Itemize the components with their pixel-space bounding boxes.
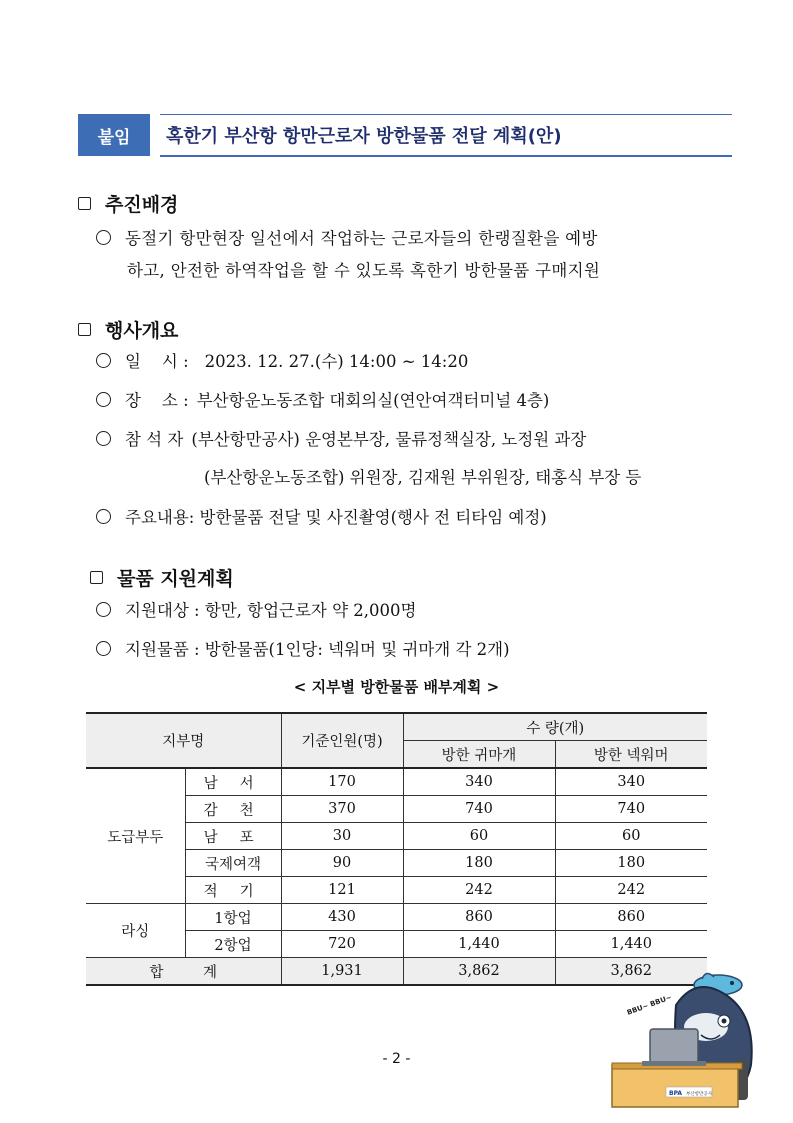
base-cell: 170 [281, 768, 403, 796]
circle-bullet-icon [96, 641, 111, 656]
earmuff-cell: 180 [403, 850, 555, 877]
earmuff-cell: 340 [403, 768, 555, 796]
page-number: - 2 - [382, 1051, 411, 1067]
mascot-illustration [606, 965, 766, 1115]
date-label: 일 시 : [125, 352, 189, 371]
neck-cell: 340 [555, 768, 707, 796]
laptop-caption-text: 부산항만공사 [686, 1092, 713, 1097]
total-earmuff: 3,862 [403, 958, 555, 986]
base-cell: 370 [281, 796, 403, 823]
document-title: 혹한기 부산항 항만근로자 방한물품 전달 계획(안) [160, 114, 732, 157]
neck-cell: 180 [555, 850, 707, 877]
square-bullet-icon [78, 323, 91, 336]
items-text: 지원물품 : 방한물품(1인당: 넥워머 및 귀마개 각 2개) [125, 640, 510, 659]
base-cell: 90 [281, 850, 403, 877]
circle-bullet-icon [96, 392, 111, 407]
square-bullet-icon [90, 571, 103, 584]
attachment-tag: 붙임 [78, 114, 150, 156]
earmuff-cell: 60 [403, 823, 555, 850]
circle-bullet-icon [96, 353, 111, 368]
plan-items [96, 636, 510, 660]
section-plan-heading [90, 564, 234, 591]
header-qty: 수 량(개) [403, 713, 707, 741]
section-title: 물품 지원계획 [117, 568, 234, 590]
group-name: 라싱 [86, 904, 185, 958]
overview-date [96, 348, 468, 372]
table-caption: < 지부별 방한물품 배부계획 > [293, 678, 500, 696]
overview-attendees-2 [204, 464, 641, 488]
total-label: 합 계 [86, 958, 281, 986]
sub-branch: 국제여객 [185, 850, 281, 877]
header-base: 기준인원(명) [281, 713, 403, 768]
background-text-1: 동절기 항만현장 일선에서 작업하는 근로자들의 한랭질환을 예방 [125, 229, 598, 248]
place-label: 장 소 : [125, 391, 189, 410]
sub-branch: 감 천 [185, 796, 281, 823]
header-earmuff: 방한 귀마개 [403, 741, 555, 769]
sub-branch: 2항업 [185, 931, 281, 958]
circle-bullet-icon [96, 431, 111, 446]
header-branch: 지부명 [86, 713, 281, 768]
base-cell: 121 [281, 877, 403, 904]
table-row [86, 768, 707, 796]
content-text: 주요내용: 방한물품 전달 및 사진촬영(행사 전 티타임 예정) [125, 508, 547, 527]
total-neck: 3,862 [555, 958, 707, 986]
mascot-bubble-text: BBU~ BBU~ [625, 993, 673, 1017]
circle-bullet-icon [96, 602, 111, 617]
header-neckwarmer: 방한 넥워머 [555, 741, 707, 769]
group-name: 도급부두 [86, 768, 185, 904]
base-cell: 430 [281, 904, 403, 931]
background-line-2 [127, 257, 600, 281]
plan-target [96, 597, 416, 621]
distribution-table [86, 712, 707, 986]
sub-branch: 남 서 [185, 768, 281, 796]
overview-content [96, 504, 547, 528]
table-row [86, 904, 707, 931]
earmuff-cell: 1,440 [403, 931, 555, 958]
circle-bullet-icon [96, 509, 111, 524]
earmuff-cell: 740 [403, 796, 555, 823]
earmuff-cell: 242 [403, 877, 555, 904]
neck-cell: 860 [555, 904, 707, 931]
base-cell: 30 [281, 823, 403, 850]
section-title: 행사개요 [105, 320, 179, 342]
circle-bullet-icon [96, 230, 111, 245]
background-text-2: 하고, 안전한 하역작업을 할 수 있도록 혹한기 방한물품 구매지원 [127, 261, 601, 280]
attendees-line-2: (부산항운노동조합) 위원장, 김재원 부위원장, 태홍식 부장 등 [204, 468, 642, 487]
neck-cell: 740 [555, 796, 707, 823]
earmuff-cell: 860 [403, 904, 555, 931]
section-overview-heading [78, 316, 178, 343]
sub-branch: 1항업 [185, 904, 281, 931]
laptop-brand-text: BPA [669, 1090, 683, 1097]
square-bullet-icon [78, 197, 91, 210]
attendees-line-1: (부산항만공사) 운영본부장, 물류정책실장, 노정원 과장 [191, 430, 587, 449]
place-value: 부산항운노동조합 대회의실(연안여객터미널 4층) [196, 391, 550, 410]
section-title: 추진배경 [105, 194, 179, 216]
attendees-label: 참 석 자 [125, 430, 184, 449]
neck-cell: 60 [555, 823, 707, 850]
sub-branch: 적 기 [185, 877, 281, 904]
section-background-heading [78, 190, 178, 217]
neck-cell: 242 [555, 877, 707, 904]
date-value: 2023. 12. 27.(수) 14:00 ~ 14:20 [204, 352, 469, 371]
total-base: 1,931 [281, 958, 403, 986]
sub-branch: 남 포 [185, 823, 281, 850]
title-row [78, 114, 732, 156]
overview-attendees [96, 426, 586, 450]
neck-cell: 1,440 [555, 931, 707, 958]
overview-place [96, 387, 549, 411]
target-text: 지원대상 : 항만, 항업근로자 약 2,000명 [125, 601, 417, 620]
base-cell: 720 [281, 931, 403, 958]
background-line-1 [96, 225, 598, 249]
